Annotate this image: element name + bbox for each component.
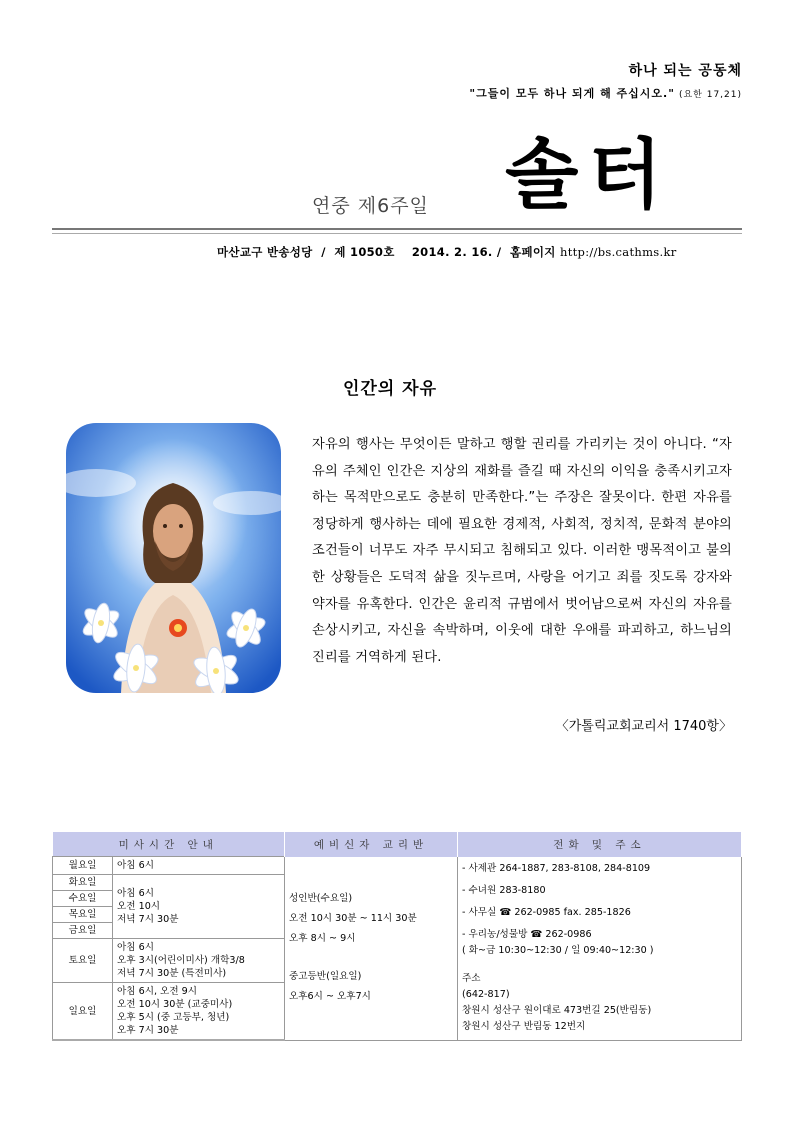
mass-time: 저녁 7시 30분 xyxy=(117,914,179,925)
catechism-classes xyxy=(285,857,458,1041)
homepage-label: 홈페이지 xyxy=(510,245,556,259)
contact-convent: - 수녀원 283-8180 xyxy=(462,885,546,896)
address-label: 주소 xyxy=(462,973,481,984)
mass-times-saturday xyxy=(113,939,285,983)
masthead-title: 솔터 xyxy=(505,130,672,219)
mass-time: 오전 10시 xyxy=(117,901,161,912)
header-rule-thin xyxy=(52,233,742,234)
day-friday: 금요일 xyxy=(53,923,113,939)
mass-time: 저녁 7시 30분 (특전미사) xyxy=(117,968,227,979)
homepage-link[interactable]: http://bs.cathms.kr xyxy=(560,245,677,259)
issue-separator: / xyxy=(321,245,326,259)
address-line: 창원시 성산구 원이대로 473번길 25(반림동) xyxy=(462,1005,652,1016)
issue-date: 2014. 2. 16. xyxy=(411,245,493,259)
issue-number: 제 1050호 xyxy=(334,245,395,259)
motto-reference: (요한 17,21) xyxy=(678,90,742,100)
catechism-header: 예비신자 교리반 xyxy=(285,832,458,857)
contact-office: - 사무실 ☎ 262-0985 fax. 285-1826 xyxy=(462,907,631,918)
contact-info xyxy=(458,857,742,1041)
adult-class-title: 성인반(수요일) xyxy=(289,893,353,904)
motto-title: 하나 되는 공동체 xyxy=(628,63,742,79)
article-title: 인간의 자유 xyxy=(343,379,438,399)
mass-time: 아침 6시 xyxy=(117,942,154,953)
motto-verse xyxy=(469,85,742,101)
issue-parish: 마산교구 반송성당 xyxy=(217,245,313,259)
day-saturday: 토요일 xyxy=(53,939,113,983)
issue-separator: / xyxy=(496,245,502,259)
mass-time: 오후 5시 (중 고등부, 청년) xyxy=(117,1012,230,1023)
issue-info xyxy=(217,244,677,260)
article-source: 〈가톨릭교회교리서 1740항〉 xyxy=(555,719,732,734)
mass-time: 아침 6시 xyxy=(117,888,154,899)
contact-store-hours: ( 화~금 10:30~12:30 / 일 09:40~12:30 ) xyxy=(462,945,654,956)
mass-time: 오후 3시(어린이미사) 개학3/8 xyxy=(117,955,245,966)
mass-schedule-header: 미사시간 안내 xyxy=(53,832,285,857)
address-postal: (642-817) xyxy=(462,989,510,1000)
header-rule xyxy=(52,228,742,230)
article-body: 자유의 행사는 무엇이든 말하고 행할 권리를 가리키는 것이 아니다. “자유의 주체인 인간은 지상의 재화를 즐길 때 자신의 이익을 충족시키고자 하는 목적만으로도 충분히 만족한다.”는 주장은 잘못이다. 한편 자유를 정당하게 행사하는 데에 필요한 경제적, 사회적, 정치적, 문화적 분야의 조건들이 너무도 자주 무시되고 침해되고 있다. 이러한 맹목적이고 불의한 상황들은 도덕적 삶을 짓누르며, 사랑을 어기고 죄를 짓도록 강자와 약자를 유혹한다. 인간은 윤리적 규범에서 벗어남으로써 자신의 자유를 손상시키고, 자신을 속박하며, 이웃에 대한 우애를 파괴하고, 하느님의 진리를 거역하게 된다. xyxy=(312,437,732,665)
day-monday: 월요일 xyxy=(53,857,113,875)
adult-class-time: 오전 10시 30분 ~ 11시 30분 xyxy=(289,913,417,924)
youth-class-time: 오후6시 ~ 오후7시 xyxy=(289,991,371,1002)
mass-time: 아침 6시 xyxy=(117,860,154,871)
parish-info-table xyxy=(52,832,742,1041)
liturgical-week: 연중 제6주일 xyxy=(312,195,429,217)
address-line: 창원시 성산구 반림동 12번지 xyxy=(462,1021,586,1032)
mass-times-sunday xyxy=(113,983,285,1041)
day-sunday: 일요일 xyxy=(53,983,113,1041)
mass-time: 오후 7시 30분 xyxy=(117,1025,179,1036)
mass-times-weekday xyxy=(113,875,285,939)
day-wednesday: 수요일 xyxy=(53,891,113,907)
youth-class-title: 중고등반(일요일) xyxy=(289,971,362,982)
youth-class xyxy=(289,967,453,1007)
day-tuesday: 화요일 xyxy=(53,875,113,891)
mass-time: 오전 10시 30분 (교중미사) xyxy=(117,999,233,1010)
adult-class-time: 오후 8시 ~ 9시 xyxy=(289,933,356,944)
contact-header: 전화 및 주소 xyxy=(458,832,742,857)
motto xyxy=(469,60,742,101)
mass-times-monday xyxy=(113,857,285,875)
day-thursday: 목요일 xyxy=(53,907,113,923)
contact-rectory: - 사제관 264-1887, 283-8108, 284-8109 xyxy=(462,863,651,874)
contact-store: - 우리농/성물방 ☎ 262-0986 xyxy=(462,929,592,940)
jesus-portrait-icon xyxy=(66,423,281,693)
mass-time: 아침 6시, 오전 9시 xyxy=(117,986,198,997)
motto-verse-text: "그들이 모두 하나 되게 해 주십시오." xyxy=(469,87,675,100)
adult-class xyxy=(289,889,453,949)
